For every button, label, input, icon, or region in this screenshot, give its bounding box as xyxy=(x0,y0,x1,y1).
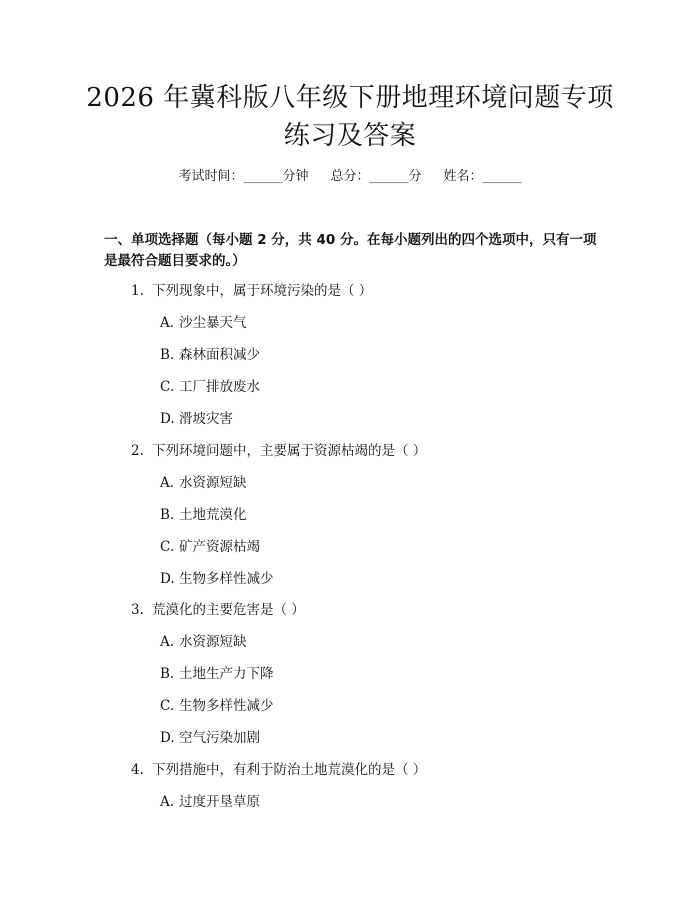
option-text: 沙尘暴天气 xyxy=(179,315,247,331)
option-text: 土地生产力下降 xyxy=(179,666,274,682)
q4-option-a xyxy=(160,791,260,813)
option-letter: A. xyxy=(160,475,175,491)
question-text: 下列措施中，有利于防治土地荒漠化的是（ ） xyxy=(152,762,427,778)
q2-option-a xyxy=(160,472,247,494)
name-label: 姓名： xyxy=(443,169,483,184)
option-text: 水资源短缺 xyxy=(179,475,247,491)
time-blank: ______ xyxy=(243,169,283,184)
q3-option-a xyxy=(160,631,247,653)
option-text: 工厂排放废水 xyxy=(179,379,260,395)
q3-option-d xyxy=(160,727,260,749)
option-letter: D. xyxy=(160,730,175,746)
option-letter: B. xyxy=(160,507,175,523)
page-title-line1: 2026 年冀科版八年级下册地理环境问题专项 xyxy=(86,83,614,113)
question-text: 下列环境问题中，主要属于资源枯竭的是（ ） xyxy=(152,443,427,459)
option-letter: C. xyxy=(160,379,175,395)
option-letter: C. xyxy=(160,698,175,714)
option-text: 生物多样性减少 xyxy=(179,571,274,587)
q2-option-b xyxy=(160,504,247,526)
question-text: 下列现象中，属于环境污染的是（ ） xyxy=(152,283,373,299)
question-4 xyxy=(131,759,426,781)
option-letter: A. xyxy=(160,794,175,810)
question-text: 荒漠化的主要危害是（ ） xyxy=(152,602,305,618)
option-text: 森林面积减少 xyxy=(179,347,260,363)
option-letter: A. xyxy=(160,634,175,650)
question-1 xyxy=(131,280,372,302)
q1-option-a xyxy=(160,312,247,334)
section-heading-line2: 是最符合题目要求的。） xyxy=(104,253,246,269)
q1-option-d xyxy=(160,408,233,430)
option-letter: A. xyxy=(160,315,175,331)
question-number: 2. xyxy=(131,443,144,459)
option-text: 矿产资源枯竭 xyxy=(179,539,260,555)
question-number: 3. xyxy=(131,602,144,618)
option-text: 滑坡灾害 xyxy=(179,411,233,427)
q3-option-c xyxy=(160,695,274,717)
question-number: 4. xyxy=(131,762,144,778)
option-letter: C. xyxy=(160,539,175,555)
option-letter: B. xyxy=(160,666,175,682)
section-heading-line1: 一、单项选择题（每小题 2 分，共 40 分。在每小题列出的四个选项中，只有一项 xyxy=(104,232,597,248)
exam-info-line xyxy=(0,166,700,188)
q3-option-b xyxy=(160,663,274,685)
page-title-line2: 练习及答案 xyxy=(283,121,417,151)
question-2 xyxy=(131,440,426,462)
time-label: 考试时间： xyxy=(178,169,244,184)
option-text: 过度开垦草原 xyxy=(179,794,260,810)
option-text: 水资源短缺 xyxy=(179,634,247,650)
option-text: 空气污染加剧 xyxy=(179,730,260,746)
option-letter: D. xyxy=(160,571,175,587)
q1-option-c xyxy=(160,376,260,398)
question-number: 1. xyxy=(131,283,144,299)
score-unit: 分 xyxy=(408,169,422,184)
score-label: 总分： xyxy=(330,169,370,184)
question-3 xyxy=(131,599,305,621)
q1-option-b xyxy=(160,344,260,366)
q2-option-c xyxy=(160,536,260,558)
q2-option-d xyxy=(160,568,274,590)
time-unit: 分钟 xyxy=(282,169,309,184)
option-text: 生物多样性减少 xyxy=(179,698,274,714)
option-letter: D. xyxy=(160,411,175,427)
option-letter: B. xyxy=(160,347,175,363)
score-blank: ______ xyxy=(369,169,409,184)
option-text: 土地荒漠化 xyxy=(179,507,247,523)
name-blank: ______ xyxy=(482,169,522,184)
